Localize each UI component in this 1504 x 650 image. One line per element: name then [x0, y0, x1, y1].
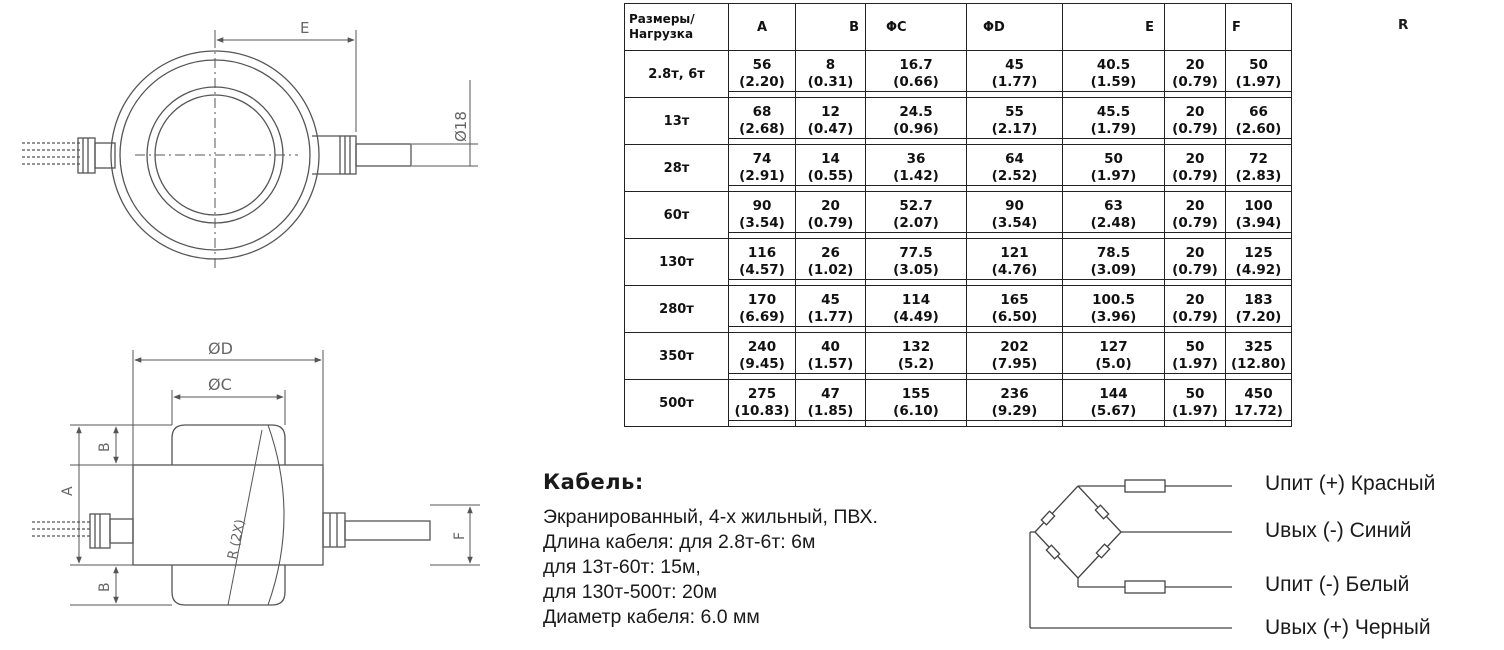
- dimension-inch: (0.79): [1165, 121, 1225, 139]
- cable-description: [543, 505, 878, 630]
- table-row: [625, 145, 1292, 192]
- wire-resistor-top: [1125, 480, 1165, 492]
- header-d: ΦD: [967, 4, 1063, 51]
- header-load-label: Нагрузка: [629, 27, 694, 41]
- cable-title: Кабель:: [543, 470, 644, 494]
- dimension-mm: 50: [1104, 150, 1123, 167]
- dimension-cell: [866, 192, 967, 239]
- label-e-top: E: [300, 19, 310, 37]
- cable-line: Экранированный, 4-х жильный, ПВХ.: [543, 506, 878, 528]
- table-row: [625, 380, 1292, 427]
- dimension-inch: (9.29): [967, 403, 1062, 421]
- dimension-inch: (1.77): [796, 309, 865, 327]
- dimension-mm: 16.7: [899, 56, 933, 73]
- dimension-cell: [729, 333, 796, 380]
- table-body: [625, 51, 1292, 427]
- dimension-cell: [1063, 286, 1165, 333]
- dimension-cell: [1063, 145, 1165, 192]
- table-row: [625, 51, 1292, 98]
- dimension-cell: [796, 192, 866, 239]
- dimension-mm: 100.5: [1092, 291, 1135, 308]
- dimension-mm: 450: [1244, 385, 1273, 402]
- dimension-cell: [1226, 51, 1292, 98]
- dimension-inch: (0.55): [796, 168, 865, 186]
- dimension-cell: [1226, 333, 1292, 380]
- table-row: [625, 192, 1292, 239]
- side-top-boss: [172, 425, 285, 465]
- dimension-cell: [729, 380, 796, 427]
- dimension-cell: [866, 286, 967, 333]
- dimension-cell: [866, 333, 967, 380]
- dimension-inch: (0.79): [796, 215, 865, 233]
- label-diameter-c: ØC: [208, 375, 232, 394]
- dimension-mm: 66: [1249, 103, 1268, 120]
- side-right-cable: [345, 521, 430, 540]
- dimension-inch: (2.68): [729, 121, 795, 139]
- bridge-resistor-3: [1046, 545, 1059, 559]
- dimension-mm: 144: [1099, 385, 1128, 402]
- dimension-mm: 45.5: [1096, 103, 1131, 120]
- dimension-inch: (1.85): [796, 403, 865, 421]
- header-size-load: [625, 4, 729, 51]
- table-header-row: [625, 4, 1292, 51]
- wire-resistor-bottom: [1125, 581, 1165, 593]
- dimension-inch: (2.20): [729, 74, 795, 92]
- dimension-inch: (0.47): [796, 121, 865, 139]
- header-e: E: [1063, 4, 1165, 51]
- wire-label-output-plus: Uвых (+) Черный: [1265, 616, 1431, 639]
- label-b-top: B: [97, 442, 113, 452]
- side-right-connector: [323, 513, 345, 547]
- side-bottom-boss: [172, 565, 285, 605]
- header-e-extra: [1165, 4, 1226, 51]
- header-c: ΦC: [866, 4, 967, 51]
- dimension-mm: 45: [1005, 56, 1024, 73]
- dimension-cell: [729, 145, 796, 192]
- dimension-cell: [796, 380, 866, 427]
- dimension-cell: [1226, 98, 1292, 145]
- label-r-2x: R (2X): [225, 518, 249, 561]
- dimension-inch: (1.77): [967, 74, 1062, 92]
- dimension-mm: 26: [821, 244, 840, 261]
- dimension-cell: [1063, 380, 1165, 427]
- dimension-cell: [967, 380, 1063, 427]
- dimension-mm: 72: [1249, 150, 1268, 167]
- dimension-inch: (0.31): [796, 74, 865, 92]
- top-left-connector: [78, 138, 95, 173]
- wire-label-supply-minus: Uпит (-) Белый: [1265, 573, 1410, 596]
- dimension-inch: (1.97): [1165, 356, 1225, 374]
- dimension-inch: (2.52): [967, 168, 1062, 186]
- dimension-inch: (1.97): [1063, 168, 1164, 186]
- dimension-mm: 20: [1185, 150, 1205, 167]
- dimension-inch: (0.79): [1165, 215, 1225, 233]
- dimension-inch: (7.95): [967, 356, 1062, 374]
- load-cell: 13т: [625, 98, 729, 145]
- dimension-cell: [729, 98, 796, 145]
- dimension-mm: 127: [1099, 338, 1128, 355]
- dimension-mm: 183: [1244, 291, 1273, 308]
- dimension-mm: 74: [752, 150, 772, 167]
- dimension-inch: (0.79): [1165, 309, 1225, 327]
- dimension-inch: (2.48): [1063, 215, 1164, 233]
- dimension-mm: 90: [1005, 197, 1024, 214]
- cable-line: Длина кабеля: для 2.8т-6т: 6м: [543, 531, 816, 553]
- header-r: R: [1398, 17, 1409, 33]
- dimension-inch: 17.72): [1226, 403, 1291, 421]
- dimension-mm: 40: [821, 338, 840, 355]
- dimension-inch: (6.10): [866, 403, 966, 421]
- dimension-cell: [1226, 286, 1292, 333]
- dimension-inch: (10.83): [729, 403, 795, 421]
- dimension-inch: (1.97): [1165, 403, 1225, 421]
- dimension-inch: (1.97): [1226, 74, 1291, 92]
- dimension-mm: 116: [747, 244, 777, 261]
- dimension-inch: (4.49): [866, 309, 966, 327]
- dimension-mm: 56: [752, 56, 772, 73]
- dimension-cell: [1165, 192, 1226, 239]
- dimension-mm: 20: [821, 197, 840, 214]
- dimension-inch: (0.96): [866, 121, 966, 139]
- dimension-cell: [1063, 192, 1165, 239]
- dimension-mm: 45: [821, 291, 840, 308]
- bridge-resistor-2: [1095, 505, 1108, 519]
- dimension-cell: [1165, 98, 1226, 145]
- dimension-inch: (3.96): [1063, 309, 1164, 327]
- dimension-cell: [1063, 239, 1165, 286]
- dimension-cell: [967, 98, 1063, 145]
- dimension-cell: [967, 192, 1063, 239]
- dimension-mm: 325: [1244, 338, 1273, 355]
- dimension-inch: (3.54): [967, 215, 1062, 233]
- load-cell: 28т: [625, 145, 729, 192]
- dimension-cell: [1226, 145, 1292, 192]
- dimension-cell: [866, 380, 967, 427]
- dimension-mm: 68: [752, 103, 772, 120]
- dimension-cell: [1165, 239, 1226, 286]
- dimension-cell: [866, 239, 967, 286]
- dimension-inch: (1.59): [1063, 74, 1164, 92]
- dimension-mm: 52.7: [899, 197, 933, 214]
- dimension-cell: [1063, 98, 1165, 145]
- dimension-cell: [1063, 333, 1165, 380]
- dimension-inch: (0.79): [1165, 168, 1225, 186]
- label-f: F: [452, 531, 468, 540]
- label-diameter-d: ØD: [208, 339, 233, 358]
- dimension-cell: [1063, 51, 1165, 98]
- dimension-mm: 20: [1185, 291, 1205, 308]
- dimension-cell: [1226, 192, 1292, 239]
- dimension-mm: 132: [901, 338, 931, 355]
- dimension-mm: 50: [1249, 56, 1268, 73]
- dimension-mm: 63: [1104, 197, 1123, 214]
- dimension-mm: 55: [1005, 103, 1024, 120]
- top-view-drawing: [22, 30, 478, 272]
- dimension-cell: [866, 145, 967, 192]
- dimension-mm: 170: [747, 291, 777, 308]
- label-a: A: [60, 486, 76, 496]
- header-size-label: Размеры/: [629, 12, 695, 26]
- dimension-inch: (2.83): [1226, 168, 1291, 186]
- dimension-inch: (2.07): [866, 215, 966, 233]
- side-left-cable: [32, 522, 90, 536]
- load-cell: 500т: [625, 380, 729, 427]
- dimension-mm: 100: [1244, 197, 1273, 214]
- dimension-inch: (2.60): [1226, 121, 1291, 139]
- dimension-cell: [796, 333, 866, 380]
- dimension-inch: (4.57): [729, 262, 795, 280]
- dimension-inch: (4.92): [1226, 262, 1291, 280]
- label-diameter-18: Ø18: [452, 111, 470, 142]
- side-view-drawing: [32, 350, 480, 605]
- dimension-inch: (3.09): [1063, 262, 1164, 280]
- dimension-mm: 240: [747, 338, 777, 355]
- dimension-mm: 20: [1185, 197, 1205, 214]
- dimension-inch: (6.50): [967, 309, 1062, 327]
- dimension-inch: (4.76): [967, 262, 1062, 280]
- dimension-cell: [967, 333, 1063, 380]
- cable-line: для 13т-60т: 15м,: [543, 556, 701, 578]
- dimension-cell: [1165, 145, 1226, 192]
- table-row: [625, 239, 1292, 286]
- dimension-mm: 14: [821, 150, 840, 167]
- load-cell: 350т: [625, 333, 729, 380]
- dimension-cell: [1165, 51, 1226, 98]
- table-row: [625, 98, 1292, 145]
- dimension-mm: 121: [1000, 244, 1029, 261]
- dimension-inch: (3.94): [1226, 215, 1291, 233]
- dimension-mm: 125: [1244, 244, 1273, 261]
- dimension-inch: (3.54): [729, 215, 795, 233]
- top-right-cable: [356, 144, 411, 166]
- bridge-resistor-4: [1096, 544, 1109, 558]
- dimension-mm: 24.5: [899, 103, 933, 120]
- dimension-cell: [866, 98, 967, 145]
- dimension-mm: 275: [747, 385, 777, 402]
- dimension-inch: (1.57): [796, 356, 865, 374]
- dimension-cell: [1165, 333, 1226, 380]
- dimension-mm: 50: [1185, 385, 1205, 402]
- dimension-cell: [729, 286, 796, 333]
- dimension-inch: (2.17): [967, 121, 1062, 139]
- dimension-cell: [967, 145, 1063, 192]
- dimension-inch: (12.80): [1226, 356, 1291, 374]
- dimension-inch: (3.05): [866, 262, 966, 280]
- dimension-cell: [729, 51, 796, 98]
- dimension-inch: (9.45): [729, 356, 795, 374]
- dimension-inch: (7.20): [1226, 309, 1291, 327]
- load-cell: 280т: [625, 286, 729, 333]
- dimension-inch: (1.02): [796, 262, 865, 280]
- dimension-mm: 165: [1000, 291, 1029, 308]
- dimension-inch: (5.0): [1063, 356, 1164, 374]
- header-b: B: [796, 4, 866, 51]
- wire-label-supply-plus: Uпит (+) Красный: [1265, 472, 1436, 495]
- dimension-inch: (5.2): [866, 356, 966, 374]
- cable-line: Диаметр кабеля: 6.0 мм: [543, 606, 760, 628]
- load-cell: 2.8т, 6т: [625, 51, 729, 98]
- dimension-mm: 90: [752, 197, 772, 214]
- dimension-cell: [796, 51, 866, 98]
- dimension-mm: 12: [821, 103, 840, 120]
- wire-label-output-minus: Uвых (-) Синий: [1265, 519, 1412, 542]
- top-right-connector: [340, 136, 356, 174]
- dimension-cell: [796, 145, 866, 192]
- label-b-bottom: B: [97, 582, 113, 592]
- dimension-mm: 155: [901, 385, 931, 402]
- dimension-inch: (1.79): [1063, 121, 1164, 139]
- dimension-mm: 20: [1185, 103, 1205, 120]
- table-row: [625, 286, 1292, 333]
- dimension-mm: 236: [1000, 385, 1029, 402]
- dimension-mm: 36: [906, 150, 926, 167]
- dimension-inch: (5.67): [1063, 403, 1164, 421]
- load-cell: 60т: [625, 192, 729, 239]
- dimensions-table: [624, 3, 1292, 427]
- cable-line: для 130т-500т: 20м: [543, 581, 718, 603]
- dimension-mm: 64: [1005, 150, 1024, 167]
- dimension-inch: (6.69): [729, 309, 795, 327]
- dimension-mm: 8: [825, 56, 836, 73]
- dimension-cell: [729, 239, 796, 286]
- header-a: A: [729, 4, 796, 51]
- dimension-cell: [1226, 380, 1292, 427]
- dimension-inch: (0.66): [866, 74, 966, 92]
- load-cell: 130т: [625, 239, 729, 286]
- dimension-mm: 77.5: [899, 244, 933, 261]
- dimension-inch: (2.91): [729, 168, 795, 186]
- dimension-cell: [1165, 286, 1226, 333]
- wiring-diagram: [1030, 480, 1232, 628]
- table-row: [625, 333, 1292, 380]
- dimension-inch: (0.79): [1165, 74, 1225, 92]
- dimension-mm: 50: [1185, 338, 1205, 355]
- dimension-cell: [1165, 380, 1226, 427]
- dimension-cell: [967, 286, 1063, 333]
- dimension-mm: 20: [1185, 244, 1205, 261]
- dimension-mm: 47: [821, 385, 840, 402]
- dimension-cell: [796, 286, 866, 333]
- dimension-mm: 202: [1000, 338, 1029, 355]
- header-f: F: [1226, 4, 1292, 51]
- side-radius-arc: [268, 425, 284, 605]
- bridge-resistor-1: [1041, 511, 1054, 525]
- dimension-cell: [967, 51, 1063, 98]
- dimension-cell: [729, 192, 796, 239]
- dimension-mm: 40.5: [1096, 56, 1131, 73]
- dimension-inch: (1.42): [866, 168, 966, 186]
- dimension-cell: [796, 239, 866, 286]
- top-left-cable: [22, 143, 80, 164]
- dimension-cell: [967, 239, 1063, 286]
- dimension-inch: (0.79): [1165, 262, 1225, 280]
- dimension-mm: 78.5: [1096, 244, 1131, 261]
- dimension-cell: [866, 51, 967, 98]
- dimension-cell: [796, 98, 866, 145]
- dimension-mm: 114: [901, 291, 931, 308]
- dimension-cell: [1226, 239, 1292, 286]
- dimension-mm: 20: [1185, 56, 1205, 73]
